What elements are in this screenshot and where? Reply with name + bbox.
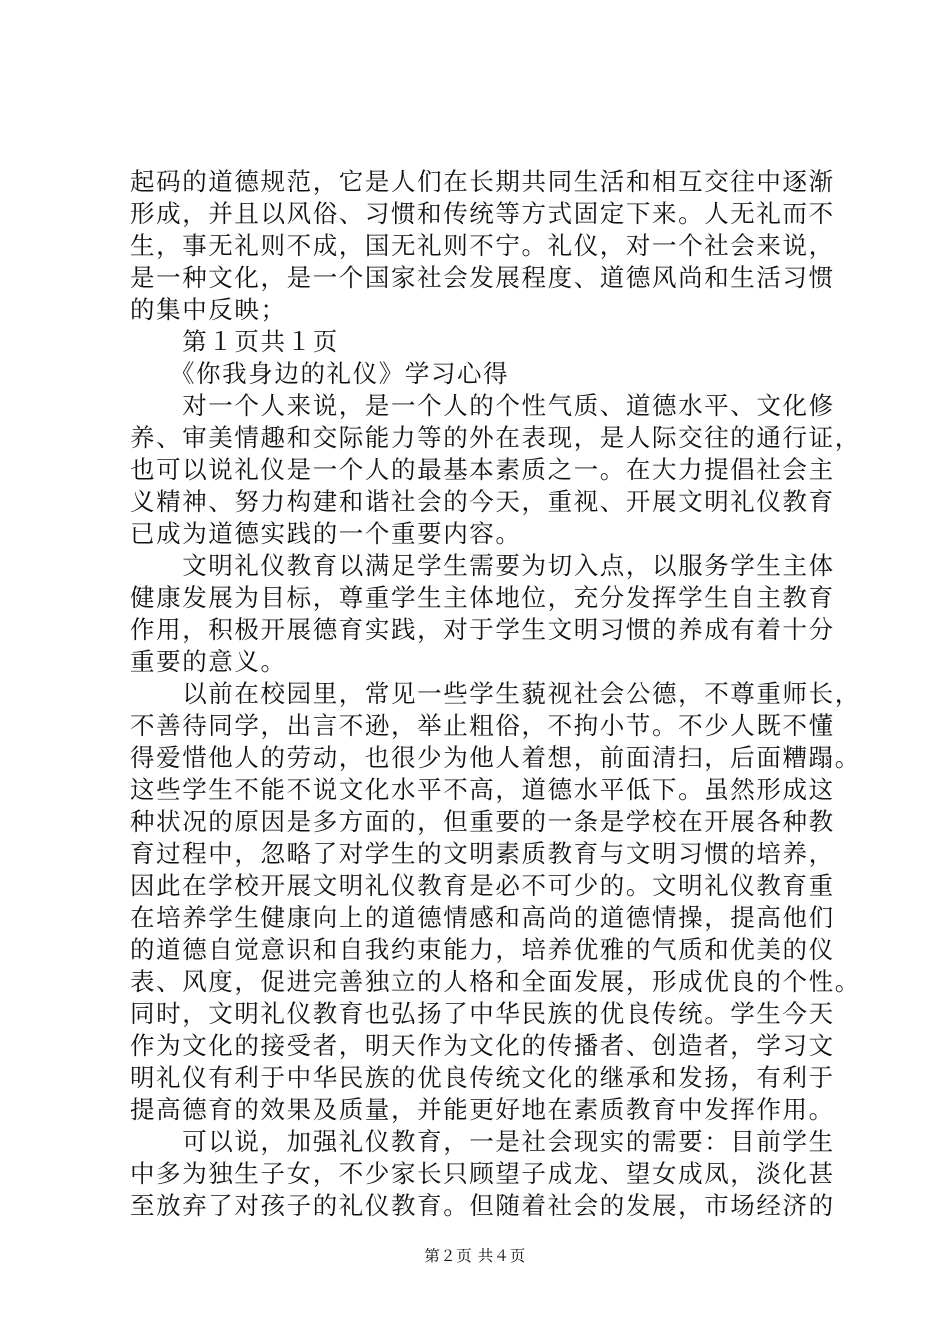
text-line: 至放弃了对孩子的礼仪教育。但随着社会的发展，市场经济的 bbox=[130, 1191, 835, 1220]
page-footer: 第２页 共４页 bbox=[424, 1247, 526, 1265]
text-line: 可以说，加强礼仪教育，一是社会现实的需要：目前学生 bbox=[130, 1127, 835, 1156]
text-line: 的集中反映； bbox=[130, 295, 287, 324]
text-line: 因此在学校开展文明礼仪教育是必不可少的。文明礼仪教育重 bbox=[130, 871, 835, 900]
text-line: 对一个人来说，是一个人的个性气质、道德水平、文化修 bbox=[130, 391, 835, 420]
text-line: 表、风度，促进完善独立的人格和全面发展，形成优良的个性。 bbox=[130, 967, 861, 996]
text-line: 在培养学生健康向上的道德情感和高尚的道德情操，提高他们 bbox=[130, 903, 835, 932]
text-line: 明礼仪有利于中华民族的优良传统文化的继承和发扬，有利于 bbox=[130, 1063, 835, 1092]
text-line: 重要的意义。 bbox=[130, 647, 287, 676]
text-line: 作为文化的接受者，明天作为文化的传播者、创造者，学习文 bbox=[130, 1031, 835, 1060]
text-line: 生，事无礼则不成，国无礼则不宁。礼仪，对一个社会来说， bbox=[130, 231, 835, 260]
text-line: 提高德育的效果及质量，并能更好地在素质教育中发挥作用。 bbox=[130, 1095, 835, 1124]
text-line: 中多为独生子女，不少家长只顾望子成龙、望女成凤，淡化甚 bbox=[130, 1159, 835, 1188]
text-line: 义精神、努力构建和谐社会的今天，重视、开展文明礼仪教育 bbox=[130, 487, 835, 516]
text-line: 文明礼仪教育以满足学生需要为切入点，以服务学生主体 bbox=[130, 551, 835, 580]
text-line: 《你我身边的礼仪》学习心得 bbox=[130, 359, 510, 388]
text-line: 种状况的原因是多方面的，但重要的一条是学校在开展各种教 bbox=[130, 807, 835, 836]
text-line: 形成，并且以风俗、习惯和传统等方式固定下来。人无礼而不 bbox=[130, 199, 835, 228]
text-line: 已成为道德实践的一个重要内容。 bbox=[130, 519, 522, 548]
document-body bbox=[130, 166, 861, 1222]
text-line: 不善待同学，出言不逊，举止粗俗，不拘小节。不少人既不懂 bbox=[130, 711, 835, 740]
text-line: 是一种文化，是一个国家社会发展程度、道德风尚和生活习惯 bbox=[130, 263, 835, 292]
text-line: 这些学生不能不说文化水平不高，道德水平低下。虽然形成这 bbox=[130, 775, 835, 804]
text-line: 健康发展为目标，尊重学生主体地位，充分发挥学生自主教育 bbox=[130, 583, 835, 612]
text-line: 作用，积极开展德育实践，对于学生文明习惯的养成有着十分 bbox=[130, 615, 835, 644]
text-line: 育过程中，忽略了对学生的文明素质教育与文明习惯的培养， bbox=[130, 839, 835, 868]
text-line: 得爱惜他人的劳动，也很少为他人着想，前面清扫，后面糟蹋。 bbox=[130, 743, 861, 772]
text-line: 也可以说礼仪是一个人的最基本素质之一。在大力提倡社会主 bbox=[130, 455, 835, 484]
text-line: 养、审美情趣和交际能力等的外在表现，是人际交往的通行证， bbox=[130, 423, 861, 452]
text-line: 的道德自觉意识和自我约束能力，培养优雅的气质和优美的仪 bbox=[130, 935, 835, 964]
text-line: 第１页共１页 bbox=[130, 327, 339, 356]
text-line: 同时，文明礼仪教育也弘扬了中华民族的优良传统。学生今天 bbox=[130, 999, 835, 1028]
text-line: 起码的道德规范，它是人们在长期共同生活和相互交往中逐渐 bbox=[130, 167, 835, 196]
text-line: 以前在校园里，常见一些学生藐视社会公德，不尊重师长， bbox=[130, 679, 861, 708]
